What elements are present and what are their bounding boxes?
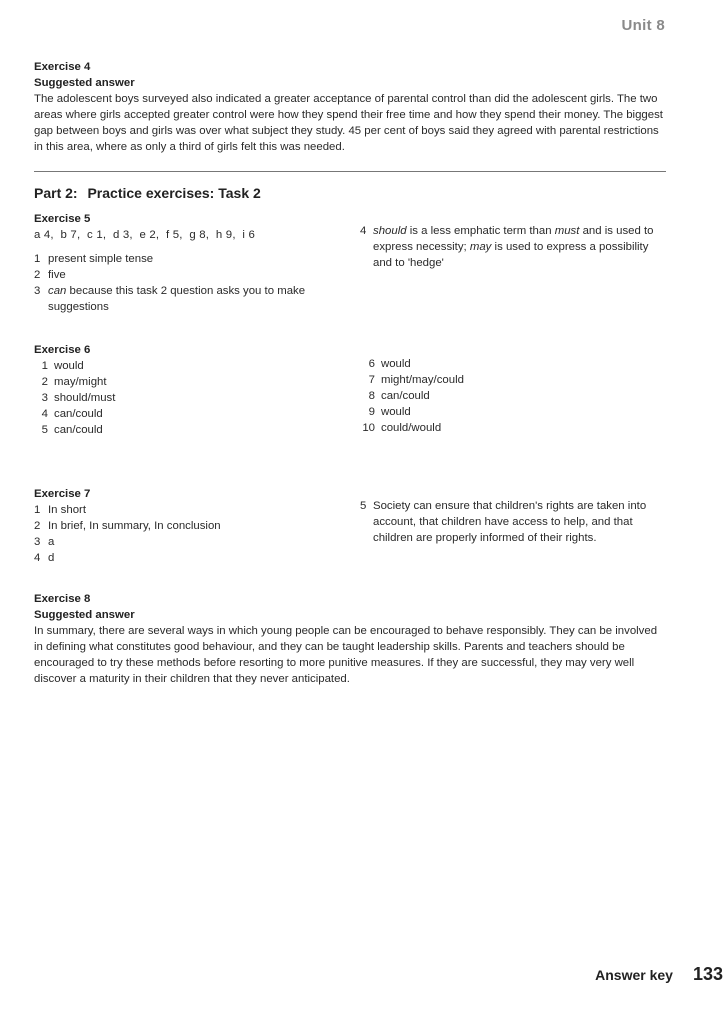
exercise-8-section [34,591,664,687]
exercise-8-subtitle: Suggested answer [34,609,135,621]
exercise-7-left [34,486,344,566]
list-item: 9 would [368,406,411,418]
list-item: 4 d [34,552,55,564]
exercise-5-title: Exercise 5 [34,213,91,225]
exercise-4-text: The adolescent boys surveyed also indicated a greater acceptance of parental control than did the adolescent girls. The two areas where girls accepted greater control were how they spend their free time and how they spend their money. The biggest gap between boys and girls was over what subject they study. 45 per cent of boys said they agreed with parental restrictions in this area, where as only a third of girls felt this was needed. [34,93,663,153]
exercise-6-left [34,342,334,438]
exercise-5-list [34,251,334,315]
part-2-number: Part 2: [34,185,78,201]
exercise-7-title: Exercise 7 [34,488,91,500]
list-item: 5 Society can ensure that children's rights are taken into account, that children have access to help, and that children are properly informed of their rights. [360,500,647,544]
exercise-4-section [34,59,666,155]
list-item: 2 five [34,269,66,281]
exercise-8-text: In summary, there are several ways in which young people can be encouraged to behave responsibly. They can be involved in defining what constitutes good behaviour, and they can be taught leadership skills. Parents and teachers should be encouraged to try these methods before resorting to more punitive measures. If they are successful, they may very well discover a maturity in their children that they never anticipated. [34,625,658,685]
list-item: 1 would [41,360,84,372]
list-item: 8 can/could [368,390,430,402]
list-item: 2 In brief, In summary, In conclusion [34,520,221,532]
exercise-6-list-left [28,358,334,438]
list-item: 1 present simple tense [34,253,154,265]
exercise-7-list-left [34,502,344,566]
exercise-5-left [34,211,334,315]
list-item: 3 a [34,536,55,548]
exercise-8-title: Exercise 8 [34,593,91,605]
exercise-6-right [355,356,655,436]
list-item: 10 could/would [362,422,442,434]
list-item: 3 should/must [41,392,116,404]
unit-label: Unit 8 [621,17,665,34]
list-item: 4 can/could [41,408,103,420]
list-item: 1 In short [34,504,86,516]
exercise-5-right [360,223,670,271]
page-number: 133 [692,964,723,984]
list-item: 5 can/could [41,424,103,436]
exercise-6-title: Exercise 6 [34,344,91,356]
list-item: 6 would [368,358,411,370]
section-divider [34,171,666,172]
exercise-4-title: Exercise 4 [34,61,91,73]
list-item: 3 can because this task 2 question asks you to make suggestions [34,285,306,313]
exercise-7-right [360,498,670,546]
page-footer [595,966,723,983]
list-item: 4 should is a less emphatic term than must and is used to express necessity; may is used to express a possibility and to 'hedge' [360,225,654,269]
footer-label: Answer key [595,967,673,983]
part-2-title: Practice exercises: Task 2 [87,185,261,201]
exercise-6-list-right [355,356,655,436]
list-item: 7 might/may/could [368,374,464,386]
exercise-5-matching: a 4, b 7, c 1, d 3, e 2, f 5, g 8, h 9, i 6 [34,229,256,241]
exercise-4-subtitle: Suggested answer [34,77,135,89]
part-2-heading [34,185,261,201]
list-item: 2 may/might [41,376,107,388]
